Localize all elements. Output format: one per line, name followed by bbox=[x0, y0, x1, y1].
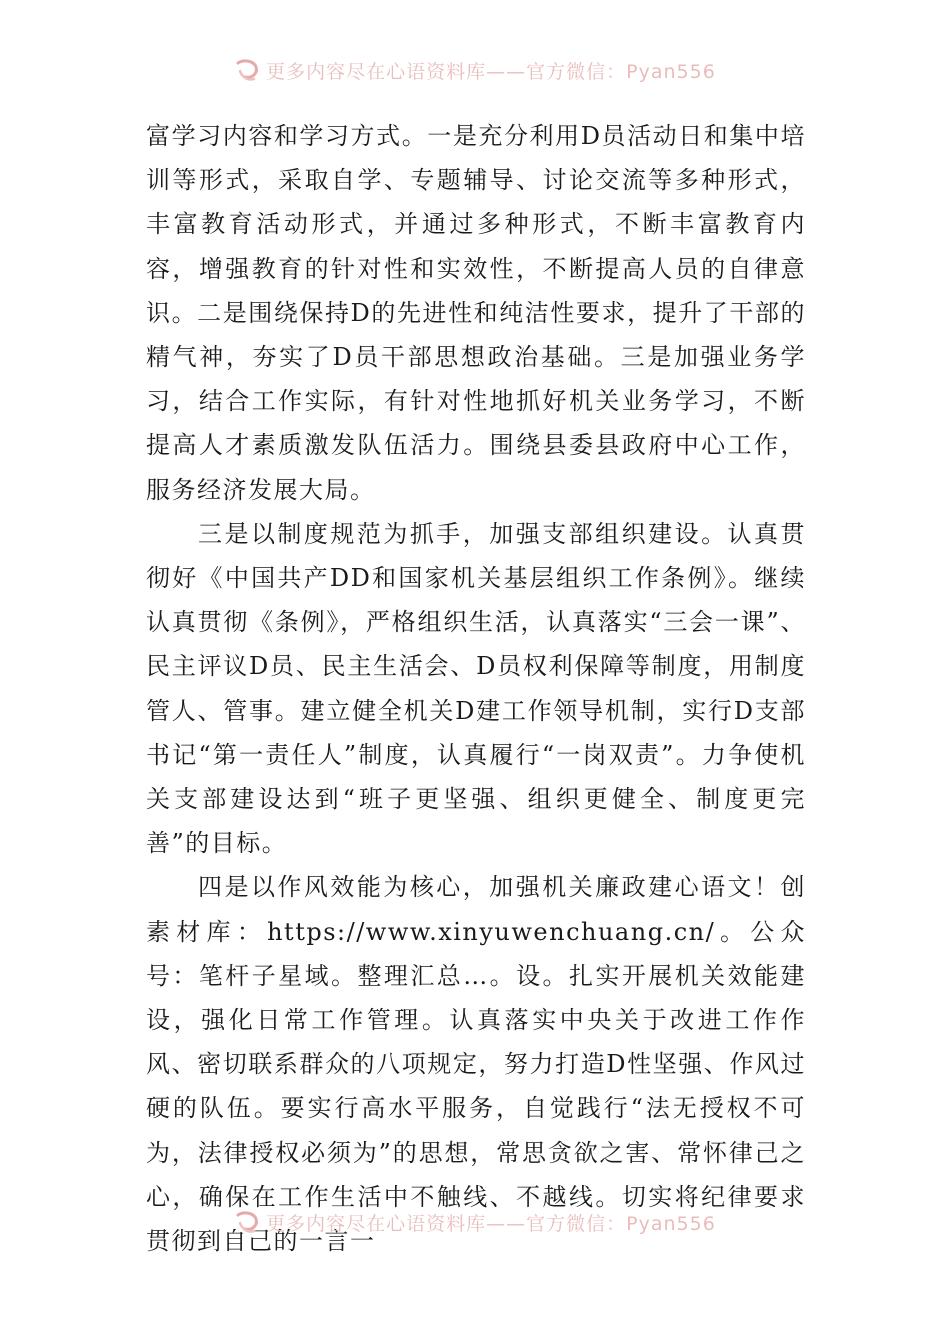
watermark-footer bbox=[0, 1204, 950, 1240]
paragraph-2: 三是以制度规范为抓手，加强支部组织建设。认真贯彻好《中国共产DD和国家机关基层组织工作条例》。继续认真贯彻《条例》，严格组织生活，认真落实“三会一课”、民主评议D员、民主生活会、D员权利保障等制度，用制度管人、管事。建立健全机关D建工作领导机制，实行D支部书记“第一责任人”制度，认真履行“一岗双责”。力争使机关支部建设达到“班子更坚强、组织更健全、制度更完善”的目标。 bbox=[146, 519, 806, 858]
logo-icon bbox=[234, 1209, 260, 1235]
paragraph-3: 四是以作风效能为核心，加强机关廉政建心语文！创素材库：https://www.xinyuwenchuang.cn/。公众号：笔杆子星域。整理汇总…。设。扎实开展机关效能建设，强化日常工作管理。认真落实中央关于改进工作作风、密切联系群众的八项规定，努力打造D性坚强、作风过硬的队伍。要实行高水平服务，自觉践行“法无授权不可为，法律授权必须为”的思想，常思贪欲之害、常怀律己之心，确保在工作生活中不触线、不越线。切实将纪律要求贯彻到自己的一言一 bbox=[146, 873, 806, 1256]
watermark-text: 更多内容尽在心语资料库——官方微信：Pyan556 bbox=[266, 1212, 716, 1235]
paragraph-1: 富学习内容和学习方式。一是充分利用D员活动日和集中培训等形式，采取自学、专题辅导、讨论交流等多种形式，丰富教育活动形式，并通过多种形式，不断丰富教育内容，增强教育的针对性和实效性，不断提高人员的自律意识。二是围绕保持D的先进性和纯洁性要求，提升了干部的精气神，夯实了D员干部思想政治基础。三是加强业务学习，结合工作实际，有针对性地抓好机关业务学习，不断提高人才素质激发队伍活力。围绕县委县政府中心工作，服务经济发展大局。 bbox=[146, 122, 806, 504]
document-body bbox=[146, 114, 806, 1263]
watermark-text: 更多内容尽在心语资料库——官方微信：Pyan556 bbox=[266, 60, 716, 83]
watermark-header bbox=[0, 52, 950, 88]
logo-icon bbox=[234, 57, 260, 83]
